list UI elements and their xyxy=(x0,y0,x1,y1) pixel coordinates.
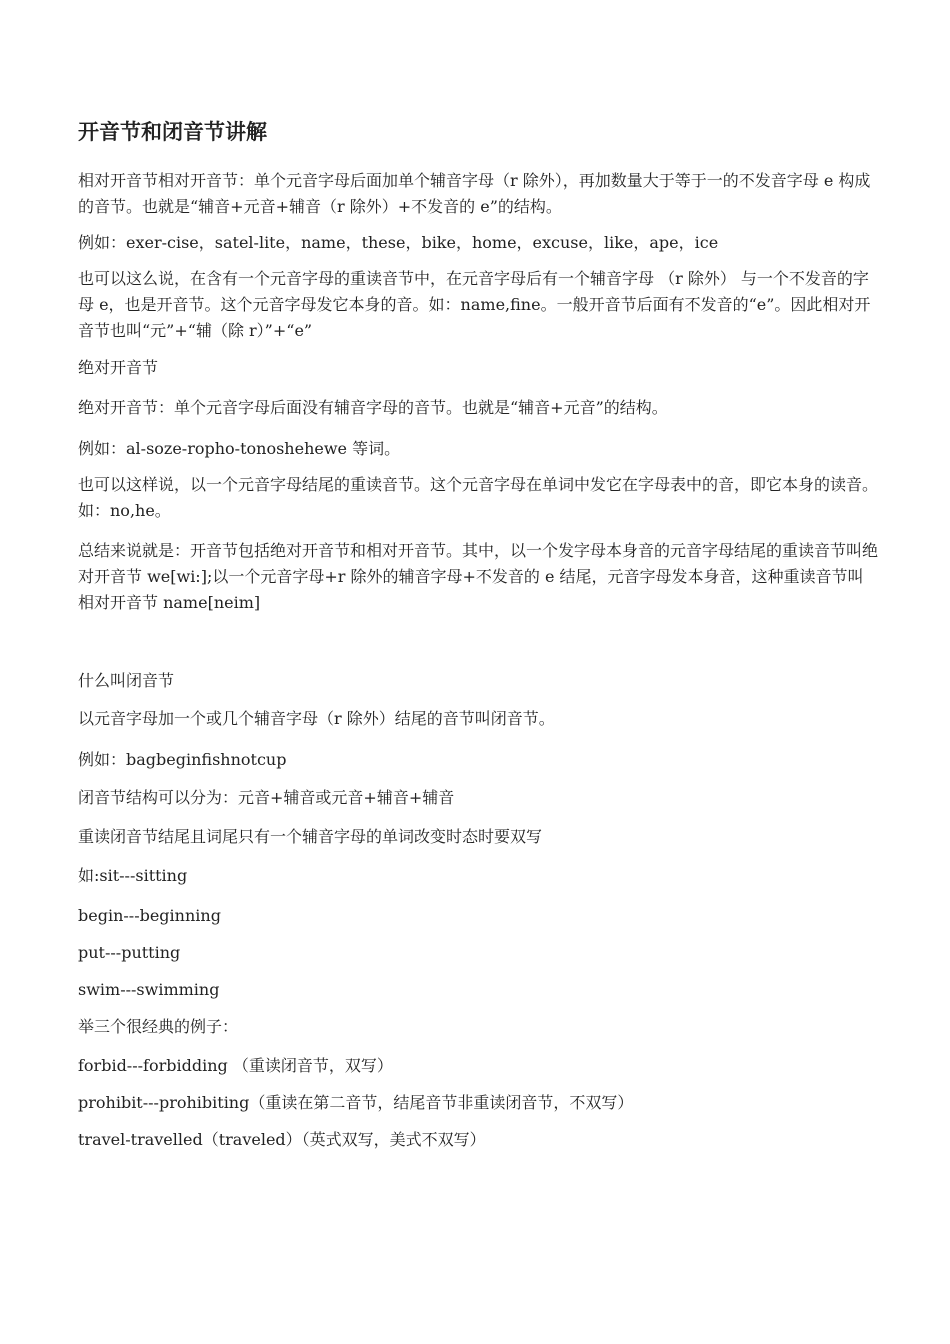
paragraph-doubling-rule: 重读闭音节结尾且词尾只有一个辅音字母的单词改变时态时要双写 xyxy=(78,827,543,846)
paragraph-relative-open-definition: 相对开音节相对开音节：单个元音字母后面加单个辅音字母（r 除外），再加数量大于等于一的不发音字母 e 构成的音节。也就是“辅音+元音+辅音（r 除外）+不发音的 e”的结构。 xyxy=(78,171,871,216)
paragraph-absolute-open-explanation: 也可以这样说，以一个元音字母结尾的重读音节。这个元音字母在单词中发它在字母表中的音，即它本身的读音。如：no,he。 xyxy=(78,475,879,520)
document-title: 开音节和闭音节讲解 xyxy=(78,119,267,144)
paragraph-closed-definition: 以元音字母加一个或几个辅音字母（r 除外）结尾的音节叫闭音节。 xyxy=(78,709,555,728)
example-swim: swim---swimming xyxy=(78,980,220,999)
heading-closed-syllable: 什么叫闭音节 xyxy=(78,671,175,690)
heading-three-examples: 举三个很经典的例子： xyxy=(78,1017,239,1036)
example-forbid: forbid---forbidding （重读闭音节，双写） xyxy=(78,1056,393,1075)
example-travel: travel-travelled（traveled）（英式双写，美式不双写） xyxy=(78,1130,486,1149)
paragraph-absolute-open-examples: 例如：al-soze-ropho-tonoshehewe 等词。 xyxy=(78,439,401,458)
example-sit: 如:sit---sitting xyxy=(78,866,188,885)
example-put: put---putting xyxy=(78,943,181,962)
paragraph-relative-open-explanation: 也可以这么说，在含有一个元音字母的重读音节中，在元音字母后有一个辅音字母 （r 除外） 与一个不发音的字母 e，也是开音节。这个元音字母发它本身的音。如：name,fine。一般开音节后面有不发音的“e”。因此相对开音节也叫“元”+“辅（除 r）”+“e” xyxy=(78,269,871,340)
paragraph-absolute-open-definition: 绝对开音节：单个元音字母后面没有辅音字母的音节。也就是“辅音+元音”的结构。 xyxy=(78,398,668,417)
paragraph-closed-examples: 例如：bagbeginfishnotcup xyxy=(78,750,287,769)
heading-absolute-open: 绝对开音节 xyxy=(78,358,159,377)
paragraph-summary: 总结来说就是：开音节包括绝对开音节和相对开音节。其中，以一个发字母本身音的元音字母结尾的重读音节叫绝对开音节 we[wi:];以一个元音字母+r 除外的辅音字母+不发音的 e 结尾，元音字母发本身音，这种重读音节叫相对开音节 name[neim] xyxy=(78,541,879,612)
paragraph-closed-structure: 闭音节结构可以分为：元音+辅音或元音+辅音+辅音 xyxy=(78,788,455,807)
example-begin: begin---beginning xyxy=(78,906,221,925)
paragraph-relative-open-examples: 例如：exer-cise，satel-lite，name，these，bike，home，excuse，like，ape，ice xyxy=(78,233,719,252)
example-prohibit: prohibit---prohibiting（重读在第二音节，结尾音节非重读闭音节，不双写） xyxy=(78,1093,634,1112)
